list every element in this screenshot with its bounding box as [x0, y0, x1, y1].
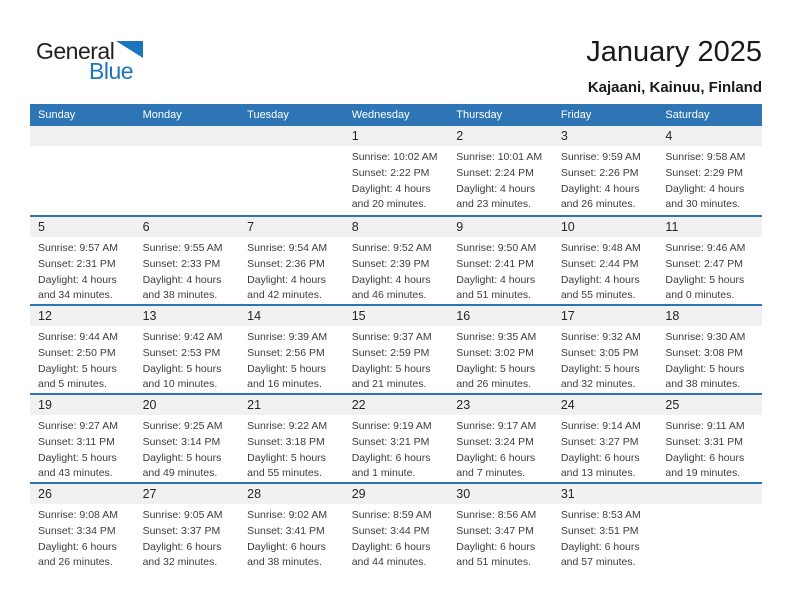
- daylight-line-2: and 26 minutes.: [38, 556, 113, 569]
- daylight-line-1: Daylight: 5 hours: [665, 362, 745, 375]
- day-number: 20: [135, 395, 240, 415]
- sunset-line: Sunset: 2:26 PM: [560, 166, 639, 179]
- day-number: 24: [553, 395, 658, 415]
- day-number: [135, 126, 240, 146]
- daylight-line-2: and 43 minutes.: [38, 467, 113, 480]
- sunrise-line: Sunrise: 9:17 AM: [456, 420, 537, 432]
- weekday-header-friday: Friday: [560, 109, 592, 121]
- day-number: 10: [553, 217, 658, 237]
- daylight-line-2: and 23 minutes.: [456, 198, 531, 211]
- day-number: 26: [30, 484, 135, 504]
- daylight-line-1: Daylight: 4 hours: [247, 273, 326, 286]
- daylight-line-1: Daylight: 5 hours: [560, 362, 640, 375]
- day-cell: [30, 306, 135, 393]
- daylight-line-2: and 10 minutes.: [142, 378, 218, 391]
- title-block: [586, 36, 762, 96]
- day-details: [344, 326, 449, 393]
- sunset-line: Sunset: 2:39 PM: [351, 257, 430, 270]
- day-details: [135, 504, 240, 571]
- sunrise-line: Sunrise: 9:39 AM: [247, 331, 328, 343]
- day-number: 14: [239, 306, 344, 326]
- sunrise-line: Sunrise: 10:02 AM: [351, 151, 438, 163]
- empty-day-cell: [657, 484, 762, 571]
- day-number: 30: [448, 484, 553, 504]
- day-number: 2: [448, 126, 553, 146]
- sunset-line: Sunset: 3:14 PM: [142, 435, 221, 448]
- sunset-line: Sunset: 3:31 PM: [665, 435, 744, 448]
- sunset-line: Sunset: 3:51 PM: [560, 524, 639, 537]
- daylight-line-1: Daylight: 5 hours: [142, 362, 222, 375]
- sunrise-line: Sunrise: 9:30 AM: [665, 331, 746, 343]
- day-number: [30, 126, 135, 146]
- daylight-line-2: and 1 minute.: [351, 467, 416, 480]
- day-number: 7: [239, 217, 344, 237]
- sunrise-line: Sunrise: 9:42 AM: [142, 331, 223, 343]
- sunrise-line: Sunrise: 8:59 AM: [351, 509, 432, 521]
- sunrise-line: Sunrise: 9:57 AM: [38, 242, 118, 254]
- weekday-header-wednesday: Wednesday: [351, 109, 410, 121]
- day-number: 11: [657, 217, 762, 237]
- day-details: [448, 504, 553, 571]
- day-details: [553, 326, 658, 393]
- sunrise-line: Sunrise: 9:08 AM: [38, 509, 118, 521]
- day-cell: [553, 126, 658, 215]
- day-number: 3: [553, 126, 658, 146]
- day-number: 13: [135, 306, 240, 326]
- sunrise-line: Sunrise: 9:05 AM: [142, 509, 223, 521]
- day-details: [135, 326, 240, 393]
- day-number: 12: [30, 306, 135, 326]
- empty-day-cell: [239, 126, 344, 215]
- general-blue-logo: [36, 40, 143, 83]
- sunset-line: Sunset: 2:41 PM: [456, 257, 534, 270]
- sunrise-line: Sunrise: 9:14 AM: [560, 420, 641, 432]
- day-number: 25: [657, 395, 762, 415]
- daylight-line-1: Daylight: 6 hours: [560, 540, 640, 553]
- sunrise-line: Sunrise: 9:32 AM: [560, 331, 641, 343]
- day-cell: [448, 217, 553, 304]
- week-row: [30, 304, 762, 393]
- day-details: [657, 415, 762, 482]
- sunset-line: Sunset: 2:50 PM: [38, 346, 116, 359]
- sunrise-line: Sunrise: 9:50 AM: [456, 242, 537, 254]
- day-number: [239, 126, 344, 146]
- day-number: 29: [344, 484, 449, 504]
- daylight-line-2: and 51 minutes.: [456, 289, 531, 302]
- day-number: 6: [135, 217, 240, 237]
- daylight-line-1: Daylight: 5 hours: [247, 451, 326, 464]
- day-number: 9: [448, 217, 553, 237]
- day-details: [239, 415, 344, 482]
- sunrise-line: Sunrise: 9:55 AM: [142, 242, 223, 254]
- sunset-line: Sunset: 3:11 PM: [38, 435, 115, 448]
- daylight-line-2: and 42 minutes.: [247, 289, 322, 302]
- day-cell: [657, 306, 762, 393]
- sunrise-line: Sunrise: 9:54 AM: [247, 242, 328, 254]
- daylight-line-1: Daylight: 4 hours: [665, 182, 745, 195]
- sunrise-line: Sunrise: 9:27 AM: [38, 420, 118, 432]
- day-details: [30, 504, 135, 571]
- daylight-line-2: and 30 minutes.: [665, 198, 741, 211]
- day-number: [657, 484, 762, 504]
- sunrise-line: Sunrise: 8:56 AM: [456, 509, 537, 521]
- day-details: [448, 237, 553, 304]
- daylight-line-1: Daylight: 6 hours: [560, 451, 640, 464]
- sunrise-line: Sunrise: 9:02 AM: [247, 509, 328, 521]
- daylight-line-1: Daylight: 5 hours: [38, 451, 117, 464]
- sunset-line: Sunset: 2:53 PM: [142, 346, 221, 359]
- week-row: [30, 126, 762, 215]
- daylight-line-2: and 21 minutes.: [351, 378, 427, 391]
- day-cell: [657, 126, 762, 215]
- daylight-line-1: Daylight: 4 hours: [456, 182, 536, 195]
- day-cell: [30, 217, 135, 304]
- calendar-body: [30, 126, 762, 571]
- sunrise-line: Sunrise: 9:46 AM: [665, 242, 746, 254]
- day-cell: [448, 484, 553, 571]
- weekday-header-sunday: Sunday: [38, 109, 76, 121]
- day-details: [657, 146, 762, 213]
- daylight-line-2: and 57 minutes.: [560, 556, 636, 569]
- sunset-line: Sunset: 3:37 PM: [142, 524, 221, 537]
- sunset-line: Sunset: 2:47 PM: [665, 257, 744, 270]
- day-details: [344, 146, 449, 213]
- daylight-line-2: and 13 minutes.: [560, 467, 636, 480]
- daylight-line-2: and 26 minutes.: [560, 198, 636, 211]
- sunset-line: Sunset: 2:44 PM: [560, 257, 639, 270]
- sunset-line: Sunset: 2:24 PM: [456, 166, 534, 179]
- day-number: 28: [239, 484, 344, 504]
- day-cell: [657, 217, 762, 304]
- sunset-line: Sunset: 2:36 PM: [247, 257, 325, 270]
- day-details: [239, 504, 344, 571]
- day-cell: [135, 484, 240, 571]
- sunset-line: Sunset: 3:44 PM: [351, 524, 430, 537]
- daylight-line-2: and 55 minutes.: [247, 467, 322, 480]
- daylight-line-2: and 51 minutes.: [456, 556, 531, 569]
- sunrise-line: Sunrise: 9:58 AM: [665, 151, 746, 163]
- sunset-line: Sunset: 2:29 PM: [665, 166, 744, 179]
- day-number: 8: [344, 217, 449, 237]
- day-cell: [553, 484, 658, 571]
- sunrise-line: Sunrise: 9:44 AM: [38, 331, 118, 343]
- daylight-line-1: Daylight: 6 hours: [665, 451, 745, 464]
- day-number: 17: [553, 306, 658, 326]
- weekday-header-row: [30, 104, 762, 126]
- day-details: [135, 237, 240, 304]
- logo-blue-text: Blue: [89, 58, 134, 84]
- sunrise-line: Sunrise: 9:11 AM: [665, 420, 745, 432]
- daylight-line-2: and 20 minutes.: [351, 198, 427, 211]
- day-cell: [553, 217, 658, 304]
- daylight-line-2: and 0 minutes.: [665, 289, 735, 302]
- day-cell: [135, 306, 240, 393]
- daylight-line-2: and 26 minutes.: [456, 378, 531, 391]
- weekday-header-thursday: Thursday: [456, 109, 503, 121]
- daylight-line-1: Daylight: 5 hours: [142, 451, 222, 464]
- daylight-line-1: Daylight: 6 hours: [142, 540, 222, 553]
- sunrise-line: Sunrise: 9:37 AM: [351, 331, 432, 343]
- logo-triangle-icon: [116, 41, 143, 58]
- page-subtitle: Kajaani, Kainuu, Finland: [587, 79, 762, 96]
- daylight-line-2: and 5 minutes.: [38, 378, 107, 391]
- day-details: [239, 326, 344, 393]
- calendar: [30, 104, 762, 571]
- daylight-line-1: Daylight: 4 hours: [456, 273, 536, 286]
- day-number: 18: [657, 306, 762, 326]
- day-number: 31: [553, 484, 658, 504]
- sunset-line: Sunset: 3:18 PM: [247, 435, 325, 448]
- daylight-line-1: Daylight: 4 hours: [351, 182, 431, 195]
- day-cell: [30, 484, 135, 571]
- day-details: [657, 326, 762, 393]
- weekday-header-saturday: Saturday: [665, 109, 710, 121]
- daylight-line-1: Daylight: 6 hours: [351, 540, 431, 553]
- daylight-line-2: and 32 minutes.: [142, 556, 218, 569]
- daylight-line-2: and 49 minutes.: [142, 467, 218, 480]
- daylight-line-2: and 38 minutes.: [665, 378, 741, 391]
- day-cell: [448, 306, 553, 393]
- day-cell: [135, 217, 240, 304]
- day-details: [344, 504, 449, 571]
- sunrise-line: Sunrise: 10:01 AM: [456, 151, 543, 163]
- day-details: [448, 326, 553, 393]
- daylight-line-1: Daylight: 6 hours: [456, 451, 536, 464]
- week-row: [30, 215, 762, 304]
- sunset-line: Sunset: 3:41 PM: [247, 524, 325, 537]
- page-title: January 2025: [586, 36, 762, 68]
- day-details: [344, 415, 449, 482]
- daylight-line-1: Daylight: 4 hours: [560, 273, 640, 286]
- daylight-line-1: Daylight: 4 hours: [560, 182, 640, 195]
- day-cell: [448, 395, 553, 482]
- sunset-line: Sunset: 3:08 PM: [665, 346, 744, 359]
- day-cell: [553, 395, 658, 482]
- daylight-line-2: and 46 minutes.: [351, 289, 427, 302]
- day-cell: [239, 484, 344, 571]
- sunrise-line: Sunrise: 9:25 AM: [142, 420, 223, 432]
- daylight-line-2: and 16 minutes.: [247, 378, 322, 391]
- day-details: [239, 237, 344, 304]
- daylight-line-2: and 34 minutes.: [38, 289, 113, 302]
- day-cell: [448, 126, 553, 215]
- day-details: [344, 237, 449, 304]
- day-cell: [344, 217, 449, 304]
- day-cell: [30, 395, 135, 482]
- daylight-line-1: Daylight: 5 hours: [665, 273, 745, 286]
- day-cell: [344, 126, 449, 215]
- day-details: [448, 146, 553, 213]
- sunset-line: Sunset: 3:27 PM: [560, 435, 639, 448]
- day-cell: [344, 306, 449, 393]
- daylight-line-2: and 32 minutes.: [560, 378, 636, 391]
- weekday-header-monday: Monday: [142, 109, 182, 121]
- day-number: 27: [135, 484, 240, 504]
- daylight-line-1: Daylight: 5 hours: [247, 362, 326, 375]
- sunrise-line: Sunrise: 8:53 AM: [560, 509, 641, 521]
- day-cell: [239, 395, 344, 482]
- day-number: 1: [344, 126, 449, 146]
- day-details: [30, 415, 135, 482]
- day-cell: [657, 395, 762, 482]
- day-number: 19: [30, 395, 135, 415]
- empty-day-cell: [135, 126, 240, 215]
- day-details: [135, 415, 240, 482]
- sunrise-line: Sunrise: 9:22 AM: [247, 420, 328, 432]
- day-details: [553, 146, 658, 213]
- daylight-line-1: Daylight: 5 hours: [456, 362, 536, 375]
- daylight-line-1: Daylight: 4 hours: [38, 273, 117, 286]
- sunset-line: Sunset: 2:22 PM: [351, 166, 430, 179]
- day-details: [553, 415, 658, 482]
- day-cell: [344, 484, 449, 571]
- sunrise-line: Sunrise: 9:52 AM: [351, 242, 432, 254]
- week-row: [30, 482, 762, 571]
- day-details: [553, 504, 658, 571]
- day-number: 23: [448, 395, 553, 415]
- daylight-line-1: Daylight: 6 hours: [456, 540, 536, 553]
- sunrise-line: Sunrise: 9:35 AM: [456, 331, 537, 343]
- daylight-line-1: Daylight: 6 hours: [38, 540, 117, 553]
- day-number: 4: [657, 126, 762, 146]
- weekday-header-tuesday: Tuesday: [247, 109, 289, 121]
- sunset-line: Sunset: 3:21 PM: [351, 435, 430, 448]
- daylight-line-1: Daylight: 4 hours: [351, 273, 431, 286]
- day-number: 5: [30, 217, 135, 237]
- sunrise-line: Sunrise: 9:59 AM: [560, 151, 641, 163]
- day-number: 21: [239, 395, 344, 415]
- day-number: 15: [344, 306, 449, 326]
- day-details: [657, 237, 762, 304]
- logo-general-text: General: [36, 38, 115, 64]
- day-cell: [239, 217, 344, 304]
- daylight-line-2: and 19 minutes.: [665, 467, 741, 480]
- day-details: [553, 237, 658, 304]
- day-number: 16: [448, 306, 553, 326]
- sunset-line: Sunset: 3:24 PM: [456, 435, 534, 448]
- day-cell: [239, 306, 344, 393]
- sunset-line: Sunset: 3:47 PM: [456, 524, 534, 537]
- daylight-line-1: Daylight: 4 hours: [142, 273, 222, 286]
- day-details: [30, 326, 135, 393]
- sunrise-line: Sunrise: 9:48 AM: [560, 242, 641, 254]
- day-details: [30, 237, 135, 304]
- sunset-line: Sunset: 3:34 PM: [38, 524, 116, 537]
- day-cell: [135, 395, 240, 482]
- daylight-line-1: Daylight: 6 hours: [351, 451, 431, 464]
- day-number: 22: [344, 395, 449, 415]
- daylight-line-2: and 38 minutes.: [142, 289, 218, 302]
- daylight-line-1: Daylight: 5 hours: [351, 362, 431, 375]
- day-cell: [553, 306, 658, 393]
- sunset-line: Sunset: 2:31 PM: [38, 257, 116, 270]
- sunset-line: Sunset: 2:33 PM: [142, 257, 221, 270]
- week-row: [30, 393, 762, 482]
- daylight-line-1: Daylight: 6 hours: [247, 540, 326, 553]
- daylight-line-2: and 55 minutes.: [560, 289, 636, 302]
- day-cell: [344, 395, 449, 482]
- sunset-line: Sunset: 3:02 PM: [456, 346, 534, 359]
- daylight-line-1: Daylight: 5 hours: [38, 362, 117, 375]
- sunset-line: Sunset: 3:05 PM: [560, 346, 639, 359]
- sunset-line: Sunset: 2:59 PM: [351, 346, 430, 359]
- daylight-line-2: and 38 minutes.: [247, 556, 322, 569]
- sunset-line: Sunset: 2:56 PM: [247, 346, 325, 359]
- daylight-line-2: and 7 minutes.: [456, 467, 526, 480]
- daylight-line-2: and 44 minutes.: [351, 556, 427, 569]
- empty-day-cell: [30, 126, 135, 215]
- sunrise-line: Sunrise: 9:19 AM: [351, 420, 432, 432]
- day-details: [448, 415, 553, 482]
